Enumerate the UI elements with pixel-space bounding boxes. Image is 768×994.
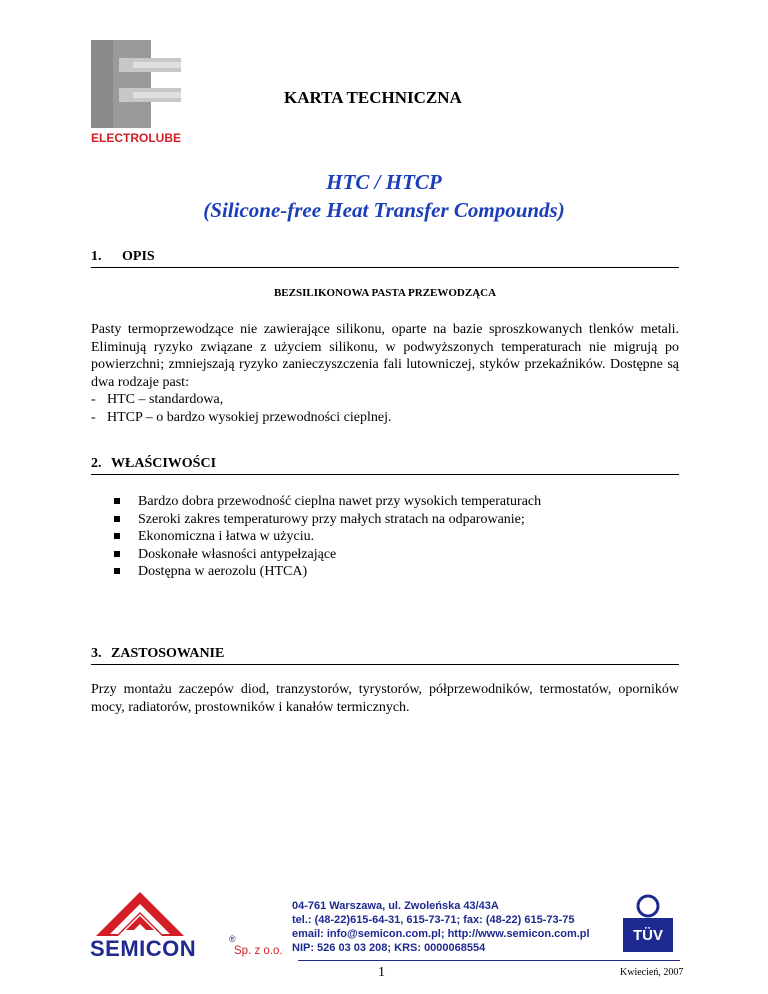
company-suffix: Sp. z o.o. [234,945,283,957]
tuv-text: TÜV [633,927,663,944]
section-heading-opis [91,249,679,268]
list-item [110,493,541,511]
page-number: 1 [378,965,385,980]
list-item-text: Dostępna w aerozolu (HTCA) [138,564,308,580]
list-item [110,511,541,529]
section-title: OPIS [122,249,155,264]
list-item-text: Ekonomiczna i łatwa w użyciu. [138,529,315,545]
list-item-text: HTC – standardowa, [107,392,224,407]
square-bullet-icon [114,533,120,539]
zastosowanie-paragraph: Przy montażu zaczepów diod, tranzystorów, tyrystorów, półprzewodników, termostatów, oporników mocy, radiatorów, prostowników i kanałów termicznych. [91,682,679,715]
section-number: 2. [91,456,102,471]
square-bullet-icon [114,551,120,557]
footer-divider [298,960,680,961]
product-subtitle: (Silicone-free Heat Transfer Compounds) [203,198,565,222]
registered-mark: ® [229,934,236,944]
section-number: 1. [91,249,102,264]
product-title: HTC / HTCP [326,170,442,194]
square-bullet-icon [114,568,120,574]
contact-address: 04-761 Warszawa, ul. Zwoleńska 43/43A [292,900,499,912]
electrolube-logo-text: ELECTROLUBE [91,131,181,145]
semicon-logo-text: SEMICON [90,936,197,961]
opis-paragraph: Pasty termoprzewodzące nie zawierające silikonu, oparte na bazie sproszkowanych tlenków metali. Eliminują ryzyko związane z użyciem silikonu, w podwyższonych temperaturach nie migrują po powierzchni; zmniejszają ryzyko zanieczyszczenia fali lutowniczej, styków przekaźników. Dostępne są dwa rodzaje past: [91,322,679,390]
list-item: - HTC – standardowa, [91,392,224,407]
list-item [110,546,541,564]
section-paragraph-zastosowanie [91,681,679,716]
contact-phone: tel.: (48-22)615-64-31, 615-73-71; fax: (48-22) 615-73-75 [292,914,575,926]
section-title: WŁAŚCIWOŚCI [111,456,217,471]
list-item-text: Bardzo dobra przewodność cieplna nawet przy wysokich temperaturach [138,494,542,509]
list-item [110,563,541,581]
list-item-text: HTCP – o bardzo wysokiej przewodności cieplnej. [107,409,392,425]
list-item [110,528,541,546]
tuv-certificate-icon [618,890,678,956]
section-number: 3. [91,646,102,661]
list-item-text: Szeroki zakres temperaturowy przy małych stratach na odparowanie; [138,511,525,527]
section-paragraph-opis [91,321,679,426]
section-heading-zastosowanie [91,646,679,665]
document-date: Kwiecień, 2007 [620,967,684,978]
square-bullet-icon [114,516,120,522]
list-item-text: Doskonałe własności antypełzające [138,546,337,562]
contact-registry: NIP: 526 03 03 208; KRS: 0000068554 [292,942,486,954]
section-title: ZASTOSOWANIE [111,646,225,661]
list-item: - HTCP – o bardzo wysokiej przewodności cieplnej. [91,409,392,425]
square-bullet-icon [114,498,120,504]
features-list [110,493,541,581]
section-subtitle: BEZSILIKONOWA PASTA PRZEWODZĄCA [273,287,497,299]
contact-email: email: info@semicon.com.pl; http://www.semicon.com.pl [292,928,590,940]
section-heading-wlasciwosci [91,456,679,475]
document-title: KARTA TECHNICZNA [284,88,462,107]
